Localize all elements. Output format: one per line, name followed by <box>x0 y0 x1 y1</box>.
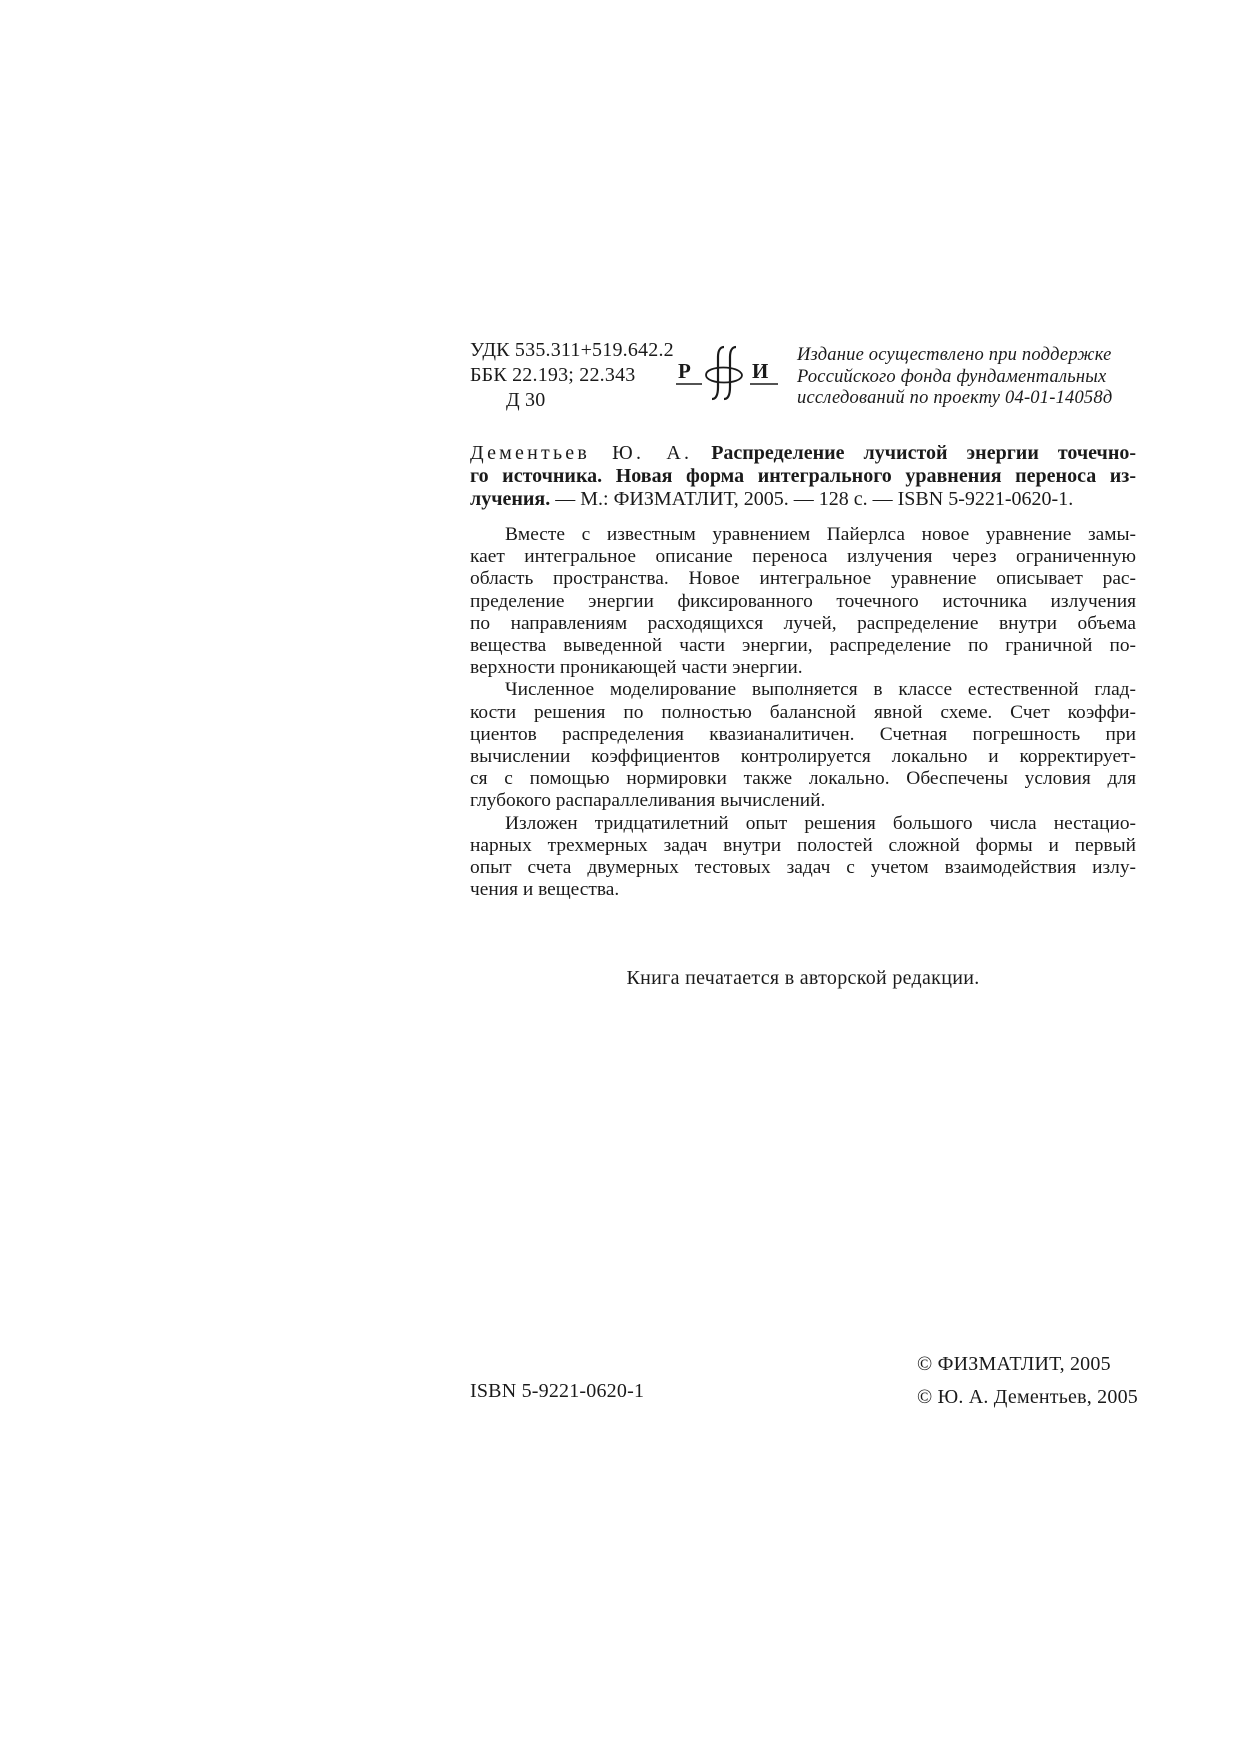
abstract-line: опыт счета двумерных тестовых задач с учетом взаимодействия излу- <box>470 857 1136 879</box>
book-title: лучения. <box>470 488 551 510</box>
abstract-line: пределение энергии фиксированного точечного источника излучения <box>470 590 1136 612</box>
bibliographic-entry <box>470 442 1136 511</box>
funding-note <box>797 345 1137 410</box>
logo-letter-r: Р <box>678 359 691 383</box>
imprint: — М.: ФИЗМАТЛИТ, 2005. — 128 с. — ISBN 5-9221-0620-1. <box>550 488 1074 510</box>
author-index: Д 30 <box>506 389 546 411</box>
funding-note-line: Издание осуществлено при поддержке <box>797 345 1112 365</box>
copyright-author: © Ю. А. Дементьев, 2005 <box>917 1386 1138 1408</box>
abstract <box>470 524 1136 901</box>
abstract-line: глубокого распараллеливания вычислений. <box>470 790 826 812</box>
funding-note-line: Российского фонда фундаментальных <box>797 366 1107 387</box>
funding-note-line: исследований по проекту 04-01-14058д <box>797 388 1113 408</box>
editorial-note: Книга печатается в авторской редакции. <box>626 967 980 989</box>
abstract-line: Изложен тридцатилетний опыт решения большого числа нестацио- <box>505 812 1136 834</box>
abstract-line: по направлениям расходящихся лучей, распределение внутри объема <box>470 612 1136 634</box>
abstract-line: область пространства. Новое интегральное уравнение описывает рас- <box>470 568 1136 590</box>
abstract-line: вычислении коэффициентов контролируется локально и корректирует- <box>470 746 1136 768</box>
bbk-code: ББК 22.193; 22.343 <box>470 364 636 386</box>
copyright-notices <box>917 1348 1138 1414</box>
abstract-line: ся с помощью нормировки также локально. Обеспечены условия для <box>470 768 1136 790</box>
abstract-paragraph <box>470 679 1136 812</box>
isbn: ISBN 5-9221-0620-1 <box>470 1380 645 1402</box>
logo-letter-i: И <box>752 359 769 383</box>
abstract-line: Численное моделирование выполняется в классе естественной глад- <box>505 679 1136 701</box>
abstract-line: Вместе с известным уравнением Пайерлса новое уравнение замы- <box>505 524 1136 545</box>
copyright-publisher: © ФИЗМАТЛИТ, 2005 <box>917 1353 1111 1375</box>
abstract-line: кает интегральное описание переноса излучения через ограниченную <box>470 546 1136 568</box>
author-name: Дементьев Ю. А. <box>470 442 693 464</box>
abstract-line: циентов распределения квазианалитичен. Счетная погрешность при <box>470 723 1136 745</box>
udk-code: УДК 535.311+519.642.2 <box>470 339 674 361</box>
abstract-line: нарных трехмерных задач внутри полостей сложной формы и первый <box>470 834 1136 856</box>
abstract-paragraph <box>470 524 1136 679</box>
abstract-line: вещества выведенной части энергии, распределение по граничной по- <box>470 635 1136 657</box>
abstract-line: верхности проникающей части энергии. <box>470 657 803 679</box>
rffi-logo-icon <box>676 341 788 403</box>
book-title: го источника. Новая форма интегрального уравнения переноса из- <box>470 465 1136 487</box>
abstract-line: чения и вещества. <box>470 879 620 901</box>
book-title: Распределение лучистой энергии точечно- <box>711 442 1136 464</box>
abstract-line: кости решения по полностью балансной явной схеме. Счет коэффи- <box>470 701 1136 723</box>
classification-codes <box>470 338 674 413</box>
abstract-paragraph <box>470 813 1136 902</box>
